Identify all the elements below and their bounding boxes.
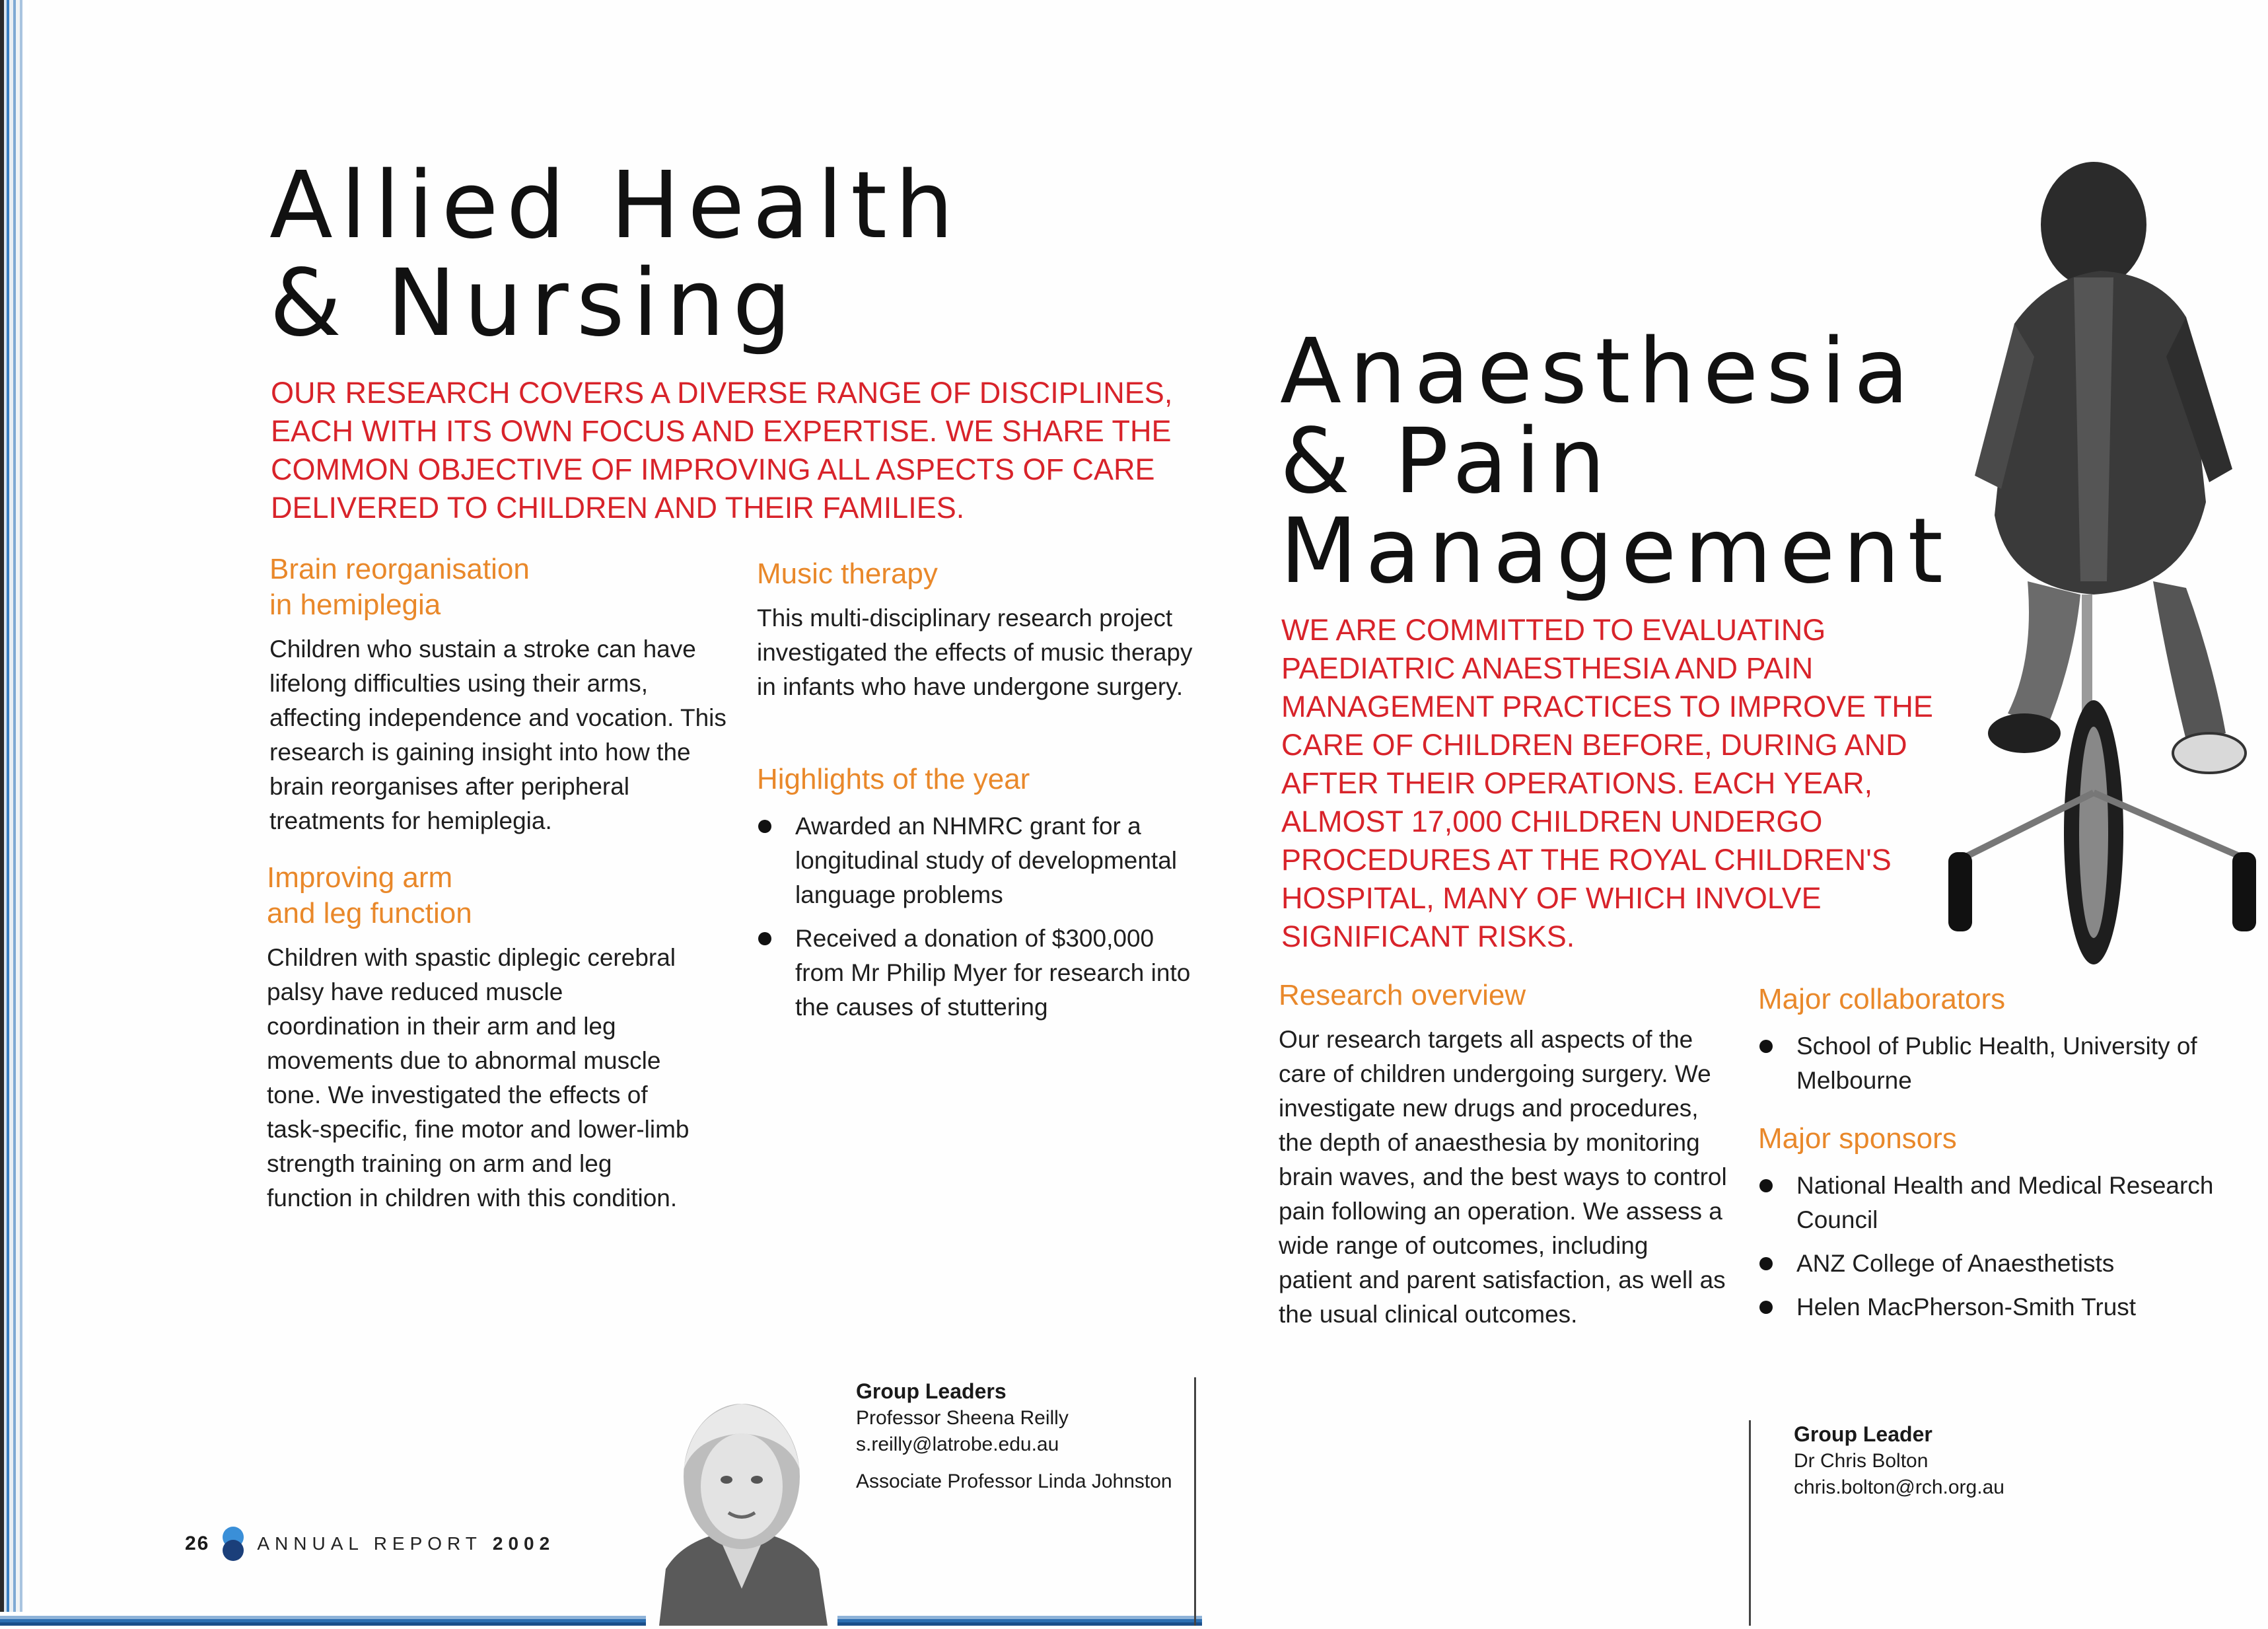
child-on-bicycle-photo [1876,159,2259,978]
group-leaders-heading: Group Leaders [856,1379,1007,1403]
group-leader-block [1794,1420,2124,1501]
research-overview-section [1279,978,1728,1332]
list-item: Received a donation of $300,000 from Mr Philip Myer for research into the causes of stuttering [757,922,1193,1025]
footer-year: 2002 [492,1533,555,1554]
bullet-icon [758,820,771,833]
list-item: National Health and Medical Research Council [1758,1169,2214,1237]
title-line-1: Anaesthesia [1280,320,1917,424]
highlights-section [757,762,1193,1034]
leader-email-1[interactable]: s.reilly@latrobe.edu.au [856,1433,1059,1455]
bullet-icon [1759,1179,1773,1192]
major-collaborators-heading: Major collaborators [1758,983,2006,1015]
bullet-icon [1759,1040,1773,1053]
footer-label: ANNUAL REPORT [257,1533,482,1554]
list-item: Awarded an NHMRC grant for a longitudinal study of developmental language problems [757,809,1193,912]
leader-email[interactable]: chris.bolton@rch.org.au [1794,1476,2004,1498]
column-divider [1749,1420,1751,1626]
portrait-photo-icon [646,1371,837,1626]
sponsors-list [1758,1169,2214,1324]
highlights-heading: Highlights of the year [757,763,1030,795]
left-lead-paragraph: OUR RESEARCH COVERS A DIVERSE RANGE OF DISCIPLINES, EACH WITH ITS OWN FOCUS AND EXPERTISE. WE SHARE THE COMMON OBJECTIVE OF IMPROVING ALL ASPECTS OF CARE DELIVERED TO CHILDREN AND THEIR FAMILIES. [271,376,1173,525]
leader-name: Dr Chris Bolton [1794,1450,1929,1472]
left-page-title [269,152,962,358]
column-divider [1194,1377,1196,1626]
arm-leg-heading: Improving arm and leg function [267,861,472,929]
list-item: School of Public Health, University of Melbourne [1758,1029,2214,1098]
group-leader-heading: Group Leader [1794,1422,1932,1446]
collaborators-list [1758,1029,2214,1098]
page-footer [185,1527,555,1560]
page-number: 26 [185,1533,210,1554]
research-overview-heading: Research overview [1279,979,1526,1011]
arm-leg-section [267,860,716,1215]
brain-reorganisation-section [269,552,732,838]
major-sponsors-section [1758,1121,2214,1334]
brain-reorganisation-heading: Brain reorganisation in hemiplegia [269,553,530,621]
group-leaders-block [856,1377,1186,1495]
child-bicycle-icon [1876,159,2259,978]
bullet-icon [1759,1301,1773,1314]
arm-leg-text: Children with spastic diplegic cerebral palsy have reduced muscle coordination in their arm and leg movements due to abnormal muscle tone. We investigated the effects of task-specific, fine motor and lower-limb strength training on arm and leg function in children with this condition. [267,944,690,1212]
right-page-title [1280,320,1951,604]
bullet-icon [758,932,771,945]
title-line-2: & Pain [1280,410,1613,514]
brain-reorganisation-text: Children who sustain a stroke can have lifelong difficulties using their arms, affecting independence and vocation. This research is gaining insight into how the brain reorganises after peripheral treatments for hemiplegia. [269,635,726,834]
right-lead-paragraph: WE ARE COMMITTED TO EVALUATING PAEDIATRIC ANAESTHESIA AND PAIN MANAGEMENT PRACTICES TO IMPROVE THE CARE OF CHILDREN BEFORE, DURING AND AFTER THEIR OPERATIONS. EACH YEAR, ALMOST 17,000 CHILDREN UNDERGO PROCEDURES AT THE ROYAL CHILDREN'S HOSPITAL, MANY OF WHICH INVOLVE SIGNIFICANT RISKS. [1281,613,1933,953]
major-collaborators-section [1758,982,2214,1107]
title-line-2: & Nursing [269,250,800,358]
leader-name-1: Professor Sheena Reilly [856,1407,1069,1429]
group-leader-portrait [646,1371,837,1626]
title-line-1: Allied Health [269,152,962,260]
footer-logo-icon [220,1527,246,1561]
highlights-list [757,809,1193,1025]
bullet-icon [1759,1257,1773,1270]
music-therapy-text: This multi-disciplinary research project investigated the effects of music therapy in infants who have undergone surgery. [757,604,1193,700]
major-sponsors-heading: Major sponsors [1758,1122,1957,1155]
list-item: ANZ College of Anaesthetists [1758,1247,2214,1281]
research-overview-text: Our research targets all aspects of the care of children undergoing surgery. We investigate new drugs and procedures, the depth of anaesthesia by monitoring brain waves, and the best ways to control pain following an operation. We assess a wide range of outcomes, including patient and parent satisfaction, as well as the usual clinical outcomes. [1279,1026,1727,1328]
music-therapy-section [757,556,1193,704]
leader-name-2: Associate Professor Linda Johnston [856,1470,1172,1492]
title-line-3: Management [1280,499,1951,604]
list-item: Helen MacPherson-Smith Trust [1758,1290,2214,1324]
binding-spine-stripes [0,0,29,1626]
music-therapy-heading: Music therapy [757,558,938,590]
bottom-blue-strip [0,1612,1202,1626]
